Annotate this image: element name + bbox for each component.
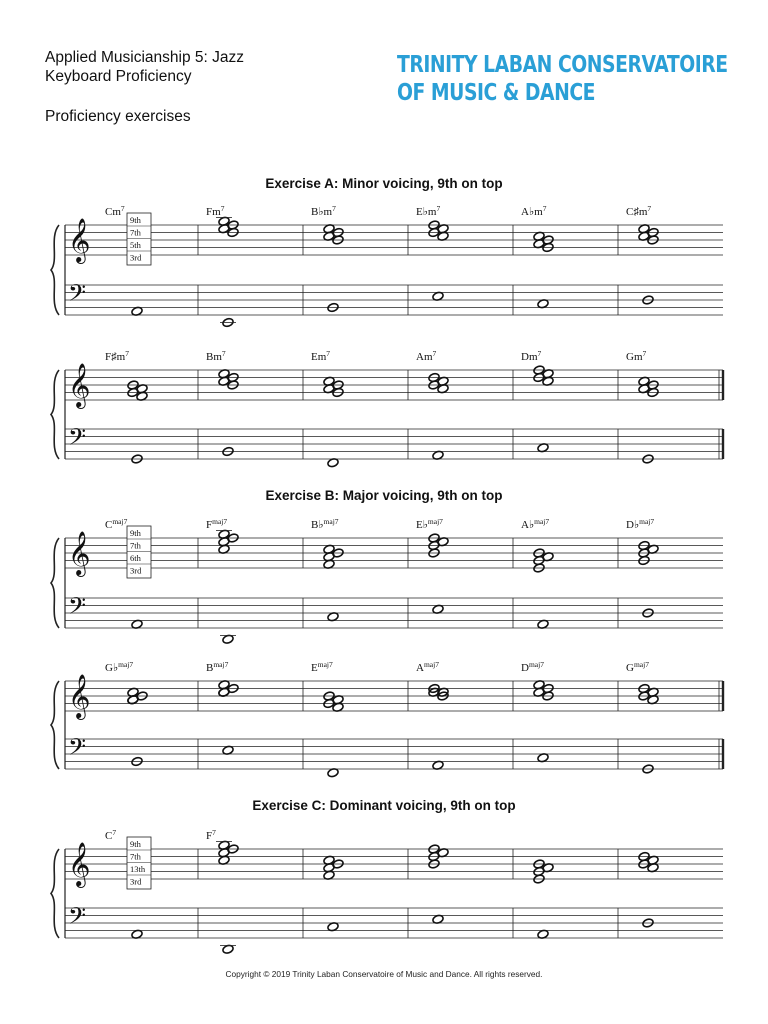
course-title-line2: Keyboard Proficiency [45,68,192,85]
system-5 [51,828,723,954]
chord-quality: maj7 [423,660,439,669]
chord-quality: 7 [647,204,652,213]
chord-symbol [206,349,226,363]
chord-root: A♭m [521,206,543,218]
chord-root: Am [416,351,433,363]
exercise-a-title: Exercise A: Minor voicing, 9th on top [265,176,503,191]
chord-root: E♭ [416,519,428,531]
brace-icon [51,849,59,938]
institution-line2: OF MUSIC & DANCE [397,78,596,106]
brace-icon [51,681,59,769]
chord-quality: maj7 [633,660,649,669]
chord-root: B [206,662,214,674]
chord-quality: 7 [125,349,129,358]
chord-symbol [416,517,443,531]
chord-quality: 7 [436,204,441,213]
chord-symbol [206,828,216,842]
voicing-label: 9th [130,215,141,225]
chord-root: C♯m [626,206,648,218]
chord-symbol [105,204,125,218]
treble-clef-icon: 𝄞 [68,842,91,886]
chord-root: Bm [206,351,222,363]
chord-root: D♭ [626,519,640,531]
voicing-label: 7th [130,540,141,551]
chord-root: A [416,662,424,674]
system-1 [51,204,723,328]
chord-quality: maj7 [112,517,128,526]
chord-quality: maj7 [323,517,339,526]
chord-symbol [416,349,437,363]
chord-root: Em [311,351,327,363]
chord-quality: maj7 [639,517,655,526]
chord-root: Fm [206,206,221,218]
chord-root: D [521,662,529,674]
chord-root: Dm [521,351,538,363]
bass-clef-icon: 𝄢 [68,423,87,456]
chord-symbol [206,660,229,674]
chord-quality: maj7 [427,517,443,526]
brace-icon [51,538,59,628]
chord-root: G♭ [105,662,119,674]
chord-quality: 7 [542,204,547,213]
system-2 [51,349,723,468]
chord-quality: 7 [212,828,216,837]
chord-symbol [311,204,336,218]
chord-root: G [626,662,634,674]
voicing-label: 3rd [130,876,142,887]
exercise-c-title: Exercise C: Dominant voicing, 9th on top [252,798,516,813]
voicing-label: 9th [130,839,141,849]
chord-symbol [206,517,227,531]
voicing-label: 3rd [130,252,142,263]
brace-icon [51,225,59,315]
chord-root: E♭m [416,206,437,218]
chord-symbol [626,517,654,531]
chord-symbol [206,204,225,218]
chord-quality: maj7 [317,660,333,669]
treble-clef-icon: 𝄞 [68,531,91,575]
chord-root: C [105,830,113,842]
voicing-label: 3rd [130,565,142,576]
chord-symbol [311,660,333,674]
chord-quality: maj7 [212,517,228,526]
chord-root: Gm [626,351,643,363]
chord-symbol [521,660,544,674]
chord-quality: 7 [120,204,125,213]
chord-symbol [521,517,549,531]
chord-symbol [626,349,647,363]
chord-root: B♭ [311,519,324,531]
chord-symbol [416,204,440,218]
chord-root: E [311,662,318,674]
chord-quality: maj7 [118,660,134,669]
chord-root: C [105,519,113,531]
chord-symbol [416,660,439,674]
chord-quality: 7 [642,349,647,358]
chord-quality: 7 [221,349,226,358]
page-subtitle: Proficiency exercises [45,108,191,125]
treble-clef-icon: 𝄞 [68,363,91,407]
voicing-label: 9th [130,528,141,538]
chord-symbol [626,204,651,218]
copyright-notice: Copyright © 2019 Trinity Laban Conservatoire of Music and Dance. All rights reserved. [225,969,543,979]
chord-root: B♭m [311,206,333,218]
bass-clef-icon: 𝄢 [68,902,87,935]
chord-symbol [521,204,547,218]
voicing-label: 7th [130,227,141,238]
voicing-label: 13th [130,864,146,874]
chord-quality: 7 [537,349,542,358]
chord-quality: maj7 [534,517,550,526]
chord-symbol [521,349,542,363]
voicing-label: 5th [130,240,141,250]
chord-quality: maj7 [213,660,229,669]
system-4 [51,660,723,778]
institution-line1: TRINITY LABAN CONSERVATOIRE [397,50,728,78]
chord-quality: maj7 [528,660,544,669]
voicing-label: 7th [130,851,141,862]
chord-quality: 7 [432,349,437,358]
chord-symbol [311,517,339,531]
chord-quality: 7 [332,204,336,213]
chord-root: Cm [105,206,121,218]
chord-symbol [311,349,330,363]
chord-symbol [626,660,649,674]
bass-clef-icon: 𝄢 [68,592,87,625]
treble-clef-icon: 𝄞 [68,218,91,262]
chord-root: A♭ [521,519,535,531]
system-3 [51,517,723,644]
chord-root: F [206,830,213,842]
chord-symbol [105,349,129,363]
chord-quality: 7 [112,828,117,837]
exercise-b-title: Exercise B: Major voicing, 9th on top [265,488,503,503]
brace-icon [51,370,59,459]
bass-clef-icon: 𝄢 [68,733,87,766]
voicing-label: 6th [130,553,141,563]
chord-symbol [105,828,116,842]
bass-clef-icon: 𝄢 [68,279,87,312]
chord-quality: 7 [326,349,331,358]
chord-root: F♯m [105,351,126,363]
chord-root: F [206,519,213,531]
chord-symbol [105,660,133,674]
chord-symbol [105,517,128,531]
treble-clef-icon: 𝄞 [68,674,91,718]
chord-quality: 7 [220,204,225,213]
course-title-line1: Applied Musicianship 5: Jazz [45,49,245,66]
